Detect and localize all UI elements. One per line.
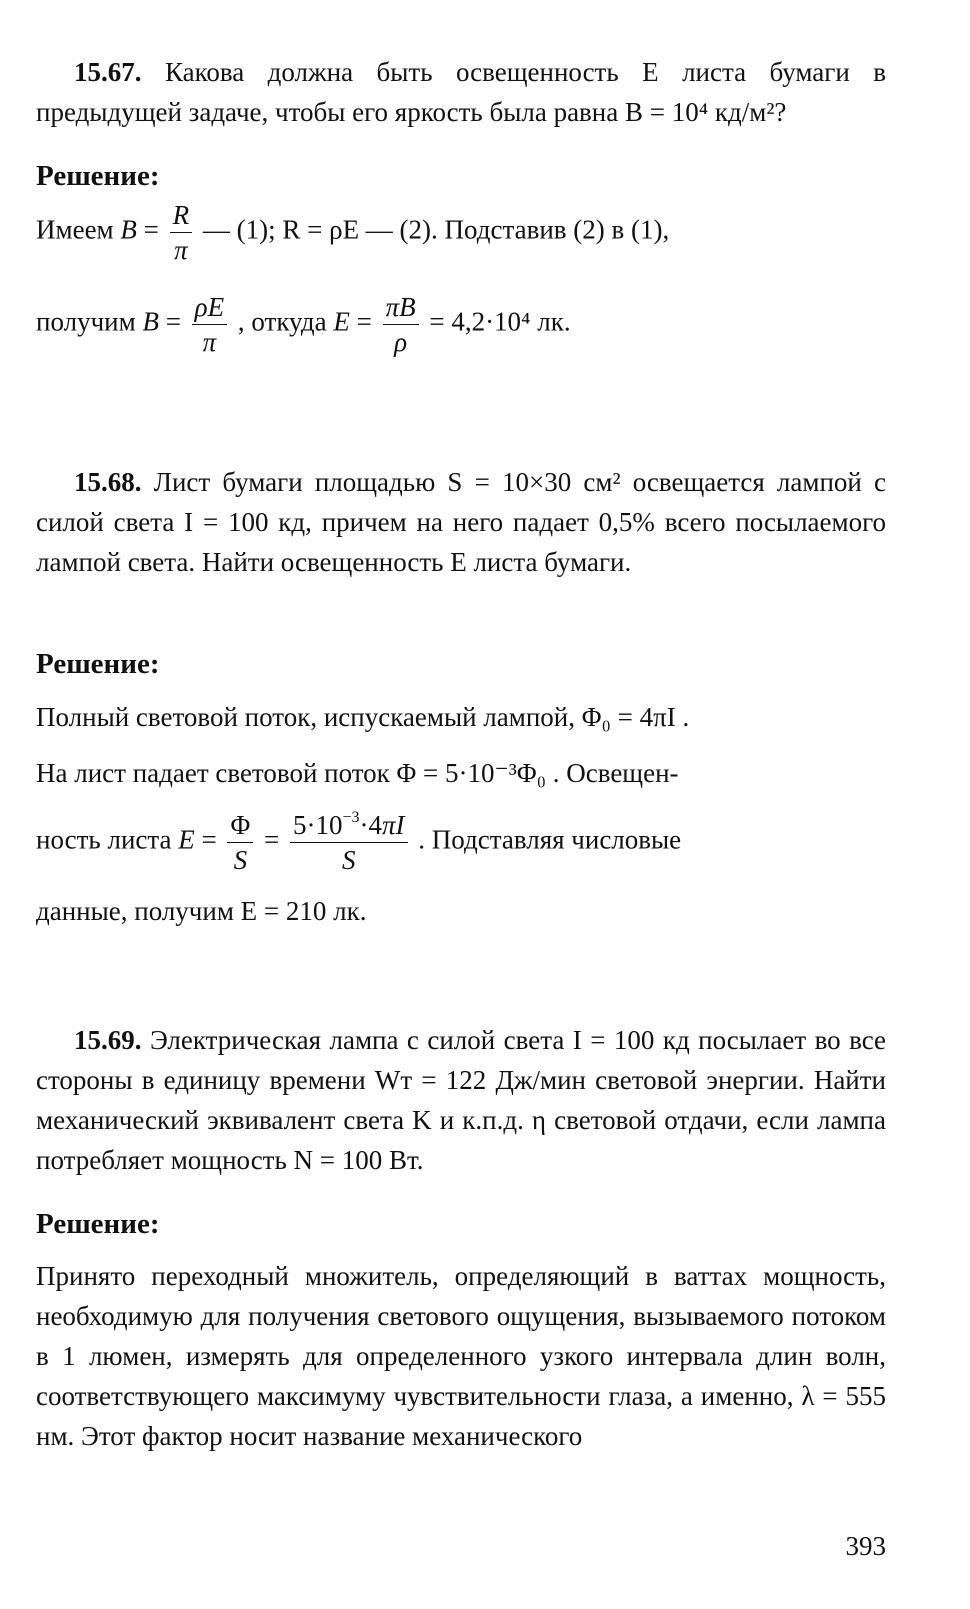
solution-heading: Решение: — [36, 160, 160, 192]
fraction-phi-over-s: $\frac{\Phi}{S}$ — [227, 808, 253, 877]
problem-15-69 — [36, 1020, 886, 1180]
solution-line-1: Полный световой поток, испускаемый лампой, Φ₀ = 4πI . — [36, 702, 690, 732]
problem-text: Лист бумаги площадью S = 10×30 см² освещается лампой с силой света I = 100 кд, причем на него падает 0,5% всего посылаемого лампой света. Найти освещенность E листа бумаги. — [36, 467, 886, 577]
problem-15-67 — [36, 52, 886, 132]
page-number: 393 — [845, 1531, 886, 1561]
fraction-flux-over-s: $\frac{5\cdot 10^{-3}\cdot 4\pi I}{S}$ — [290, 808, 408, 877]
solution-heading: Решение: — [36, 1208, 160, 1240]
fraction-pib-over-rho: $\frac{\pi B}{\rho}$ — [383, 290, 419, 359]
problem-number: 15.68. — [74, 467, 142, 497]
problem-text: Электрическая лампа с силой света I = 100 кд посылает во все стороны в единицу времени Wт = 122 Дж/мин световой энергии. Найти механический эквивалент света K и к.п.д. η световой отдачи, если лампа потребляет мощность N = 100 Вт. — [36, 1025, 886, 1175]
solution-line-3: ность листа E = $\frac{\Phi}{S}$ = $\frac{5\cdot 10^{-3}\cdot 4\pi I}{S}$ . Подставляя числовые — [36, 809, 682, 875]
problem-15-68 — [36, 462, 886, 582]
solution-line-4: данные, получим E = 210 лк. — [36, 896, 367, 926]
solution-line-2: получим B = $\frac{\rho E}{\pi}$ , откуда E = $\frac{\pi B}{\rho}$ = 4,2·10⁴ лк. — [36, 292, 571, 357]
solution-body: Принято переходный множитель, определяющий в ваттах мощность, необходимую для получения светового ощущения, вызываемого потоком в 1 люмен, измерять для определенного узкого интервала длин волн, соответствующего максимуму чувствительности глаза, а именно, λ = 555 нм. Этот фактор носит название механического — [36, 1261, 886, 1451]
problem-text: Какова должна быть освещенность E листа бумаги в предыдущей задаче, чтобы его яркость была равна B = 10⁴ кд/м²? — [36, 57, 886, 127]
fraction-rhoe-over-pi: $\frac{\rho E}{\pi}$ — [192, 290, 227, 359]
solution-line-1: Имеем B = $\frac{R}{\pi}$ — (1); R = ρE — (2). Подставив (2) в (1), — [36, 200, 670, 265]
problem-number: 15.69. — [74, 1025, 142, 1055]
solution-line-2: На лист падает световой поток Φ = 5·10⁻³Φ₀ . Освещен- — [36, 758, 679, 788]
problem-number: 15.67. — [74, 57, 142, 87]
solution-heading: Решение: — [36, 648, 160, 680]
fraction-r-over-pi: $\frac{R}{\pi}$ — [170, 198, 193, 267]
